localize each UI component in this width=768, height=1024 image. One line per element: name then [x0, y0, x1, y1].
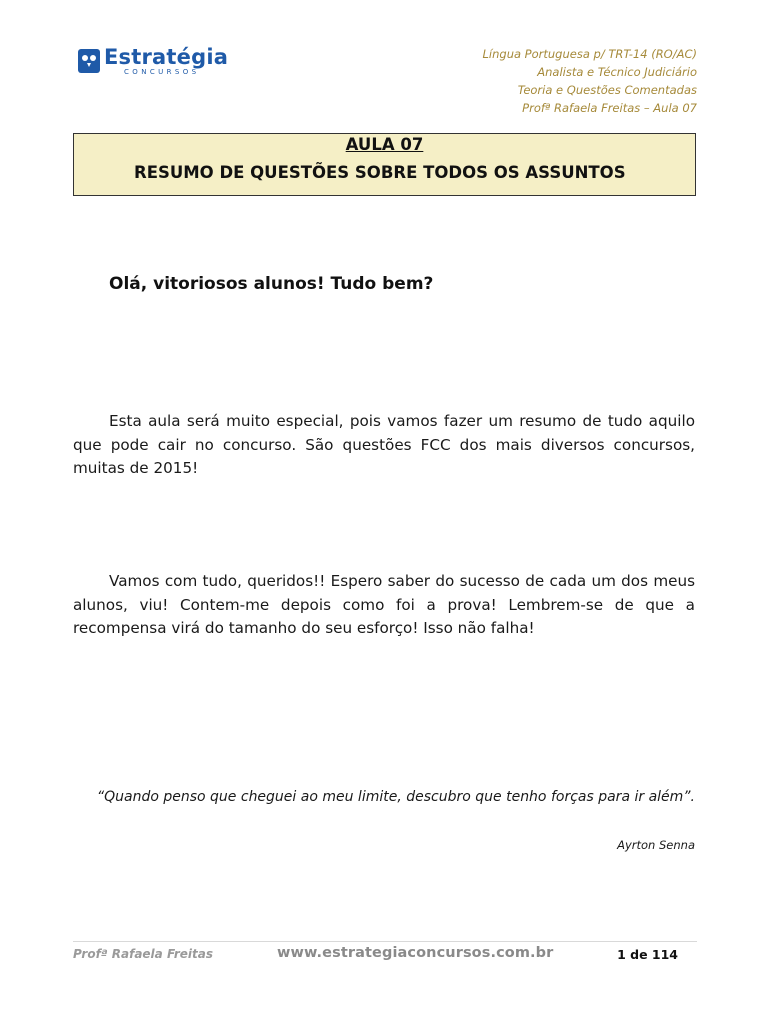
logo-subtitle: CONCURSOS	[124, 68, 200, 76]
footer-author: Profª Rafaela Freitas	[73, 947, 213, 961]
quote-author: Ayrton Senna	[617, 838, 695, 852]
footer-page-number: 1 de 114	[617, 947, 678, 962]
motivation-paragraph: Vamos com tudo, queridos!! Espero saber do sucesso de cada um dos meus alunos, viu! Contem-me depois como foi a prova! Lembrem-se de que a recompensa virá do tamanho do seu esforço! Isso não falha!	[73, 572, 695, 637]
header-line-course: Língua Portuguesa p/ TRT-14 (RO/AC)	[482, 47, 697, 61]
lesson-title: RESUMO DE QUESTÕES SOBRE TODOS OS ASSUNTOS	[134, 163, 626, 182]
lesson-title-box	[73, 133, 696, 196]
logo-name: Estratégia	[104, 45, 229, 69]
footer-divider	[73, 941, 697, 942]
owl-icon	[78, 49, 100, 73]
estrategia-logo	[78, 47, 228, 79]
header-line-type: Teoria e Questões Comentadas	[517, 83, 697, 97]
header-line-role: Analista e Técnico Judiciário	[537, 65, 697, 79]
footer-website-link[interactable]: www.estrategiaconcursos.com.br	[277, 945, 554, 961]
intro-paragraph: Esta aula será muito especial, pois vamos fazer um resumo de tudo aquilo que pode cair no concurso. São questões FCC dos mais diversos concursos, muitas de 2015!	[73, 412, 695, 477]
header-course-info	[483, 45, 698, 117]
greeting-heading: Olá, vitoriosos alunos! Tudo bem?	[109, 274, 434, 294]
quote-text: “Quando penso que cheguei ao meu limite, descubro que tenho forças para ir além”.	[96, 789, 695, 805]
lesson-number: AULA 07	[345, 135, 424, 154]
header-line-teacher: Profª Rafaela Freitas – Aula 07	[522, 101, 697, 115]
